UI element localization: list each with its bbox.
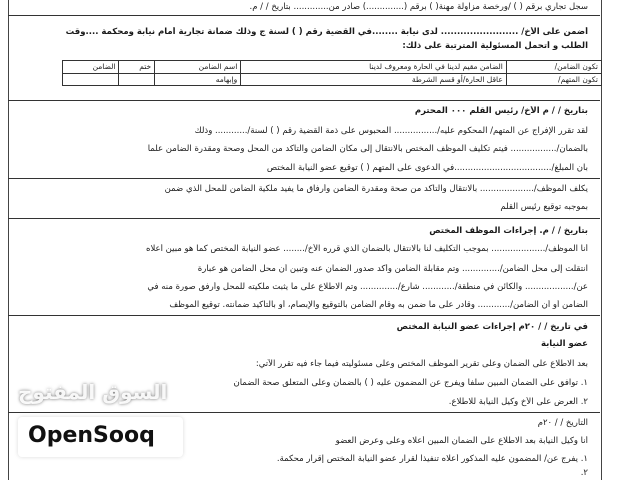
- prosecutor-procedures-heading: في تاريخ / / ٢٠م إجراءات عضو النيابة المختص: [396, 322, 588, 332]
- divider: [8, 315, 600, 316]
- release-date-line: بتاريخ / / م الأخ/ رئيس القلم ٠٠٠ المحترم: [414, 106, 588, 116]
- prosecutor-review-line: بعد الاطلاع على الضمان وعلى تقرير الموظف المختص وعلى مسئوليته فيما جاء فيه تقرر الآتي:: [255, 359, 588, 369]
- prosecutor-item-1: ١. توافق على الضمان المبين سلفاً ويفرج عن المضمون عليه ( ) بالضمان وعلى المتعلق صحة الضمان: [233, 378, 588, 388]
- divider: [8, 100, 600, 101]
- divider: [8, 178, 600, 179]
- sig-cell: تكون المتهم/: [506, 73, 601, 86]
- sig-cell: [119, 73, 155, 86]
- divider: [8, 412, 600, 413]
- opensooq-logo: [18, 417, 183, 457]
- sig-cell: عاقل الحارة/أو قسم الشرطة: [241, 73, 507, 86]
- prosecutor-title: عضو النيابة: [540, 339, 588, 349]
- responsibility-line: الطلب و أتحمل المسئولية المترتبة على ذلك:: [402, 41, 588, 51]
- signature-table: [62, 60, 602, 86]
- sig-cell: الضامن مقيم لدينا في الحارة ومعروف لدينا: [241, 61, 507, 74]
- amount-line: بأن المبلغ/....................................في الدعوى على المتهم ( ) توقيع عضو النيابة المختص: [266, 163, 588, 173]
- sig-cell: الضامن: [63, 61, 119, 74]
- officer-procedures-heading: بتاريخ / / م. إجراءات الموظف المختص: [429, 226, 588, 236]
- sig-cell: اسم الضامن: [155, 61, 241, 74]
- guarantee-statement-line: أضمن على الأخ/ ........................ لدى نيابة ........في القضية رقم ( ) لسنة ج وذلك ضمانة تجارية أمام نيابة ومحكمة ....وقت: [65, 27, 588, 37]
- release-decision-line: لقد تقرر الإفراج عن المتهم/ المحكوم عليه/................ المحبوس على ذمة القضية رقم ( ) لسنة/............ وذلك: [194, 126, 588, 136]
- opensooq-arabic-watermark: السوق المفتوح: [18, 380, 168, 404]
- commercial-register-line: سجل تجاري برقم ( ) /ورخصة مزاولة مهنة( ) برقم (..............) صادر من............. بتاريخ / / م.: [249, 2, 588, 12]
- sig-cell: تكون الضامن/: [506, 61, 601, 74]
- officer-report-line-3: عن/.................. والكائن في منطقة/............ شارع/.............. وتم الاطلاع على ما يثبت ملكيته للمحل وأرفق صورة منه في: [147, 282, 588, 292]
- sig-cell: [63, 73, 119, 86]
- assign-officer-line: بالضمان/................. فيتم تكليف الموظف المختص بالانتقال إلى مكان الضامن والتأكد من المحل وصحة ومقدرة الضامن علماً: [147, 144, 588, 154]
- deputy-review-line: أنا وكيل النيابة بعد الاطلاع على الضمان المبين أعلاه وعلى وعرض العضو: [335, 436, 588, 446]
- deputy-item-2: ٢.: [580, 468, 588, 478]
- officer-report-line-2: انتقلت إلى محل الضامن/.............. وتم مقابلة الضامن وأكد صدور الضمان عنه وتبين أن محل الضامن هو عبارة: [197, 264, 588, 274]
- divider: [8, 218, 600, 219]
- prosecutor-item-2: ٢. العرض على الأخ وكيل النيابة للاطلاع.: [448, 397, 588, 407]
- officer-assignment-line: يكلف الموظف/.................... بالانتقال والتأكد من صحة ومقدرة الضامن وأرفاق ما يفيد ملكية الضامن للمحل الذي ضمن: [164, 184, 588, 194]
- chief-signature-line: بموجبه توقيع رئيس القلم: [500, 202, 588, 212]
- sig-cell: وإبهامه: [155, 73, 241, 86]
- sig-cell: ختم: [119, 61, 155, 74]
- officer-report-line-1: أنا الموظف/.................... بموجب التكليف لنا بالانتقال بالضمان الذي قرره الأخ/........ عضو النيابة المختص كما هو مبين أعلاه: [146, 244, 588, 254]
- opensooq-logo-text: OpenSooq: [28, 423, 155, 448]
- deputy-item-1: ١. يفرج عن/ المضمون عليه المذكور أعلاه تنفيذاً لقرار عضو النيابة المختص إقرار محكمة.: [276, 454, 588, 464]
- divider: [8, 15, 600, 16]
- deputy-date-line: التاريخ / / ٢٠م: [537, 418, 588, 428]
- officer-report-line-4: الضامن أو أن الضامن/............ وقادر على ما ضمن به وقام الضامن بالتوقيع والإبصام، أو بالتأكيد ضمانته. توقيع الموظف: [169, 300, 588, 310]
